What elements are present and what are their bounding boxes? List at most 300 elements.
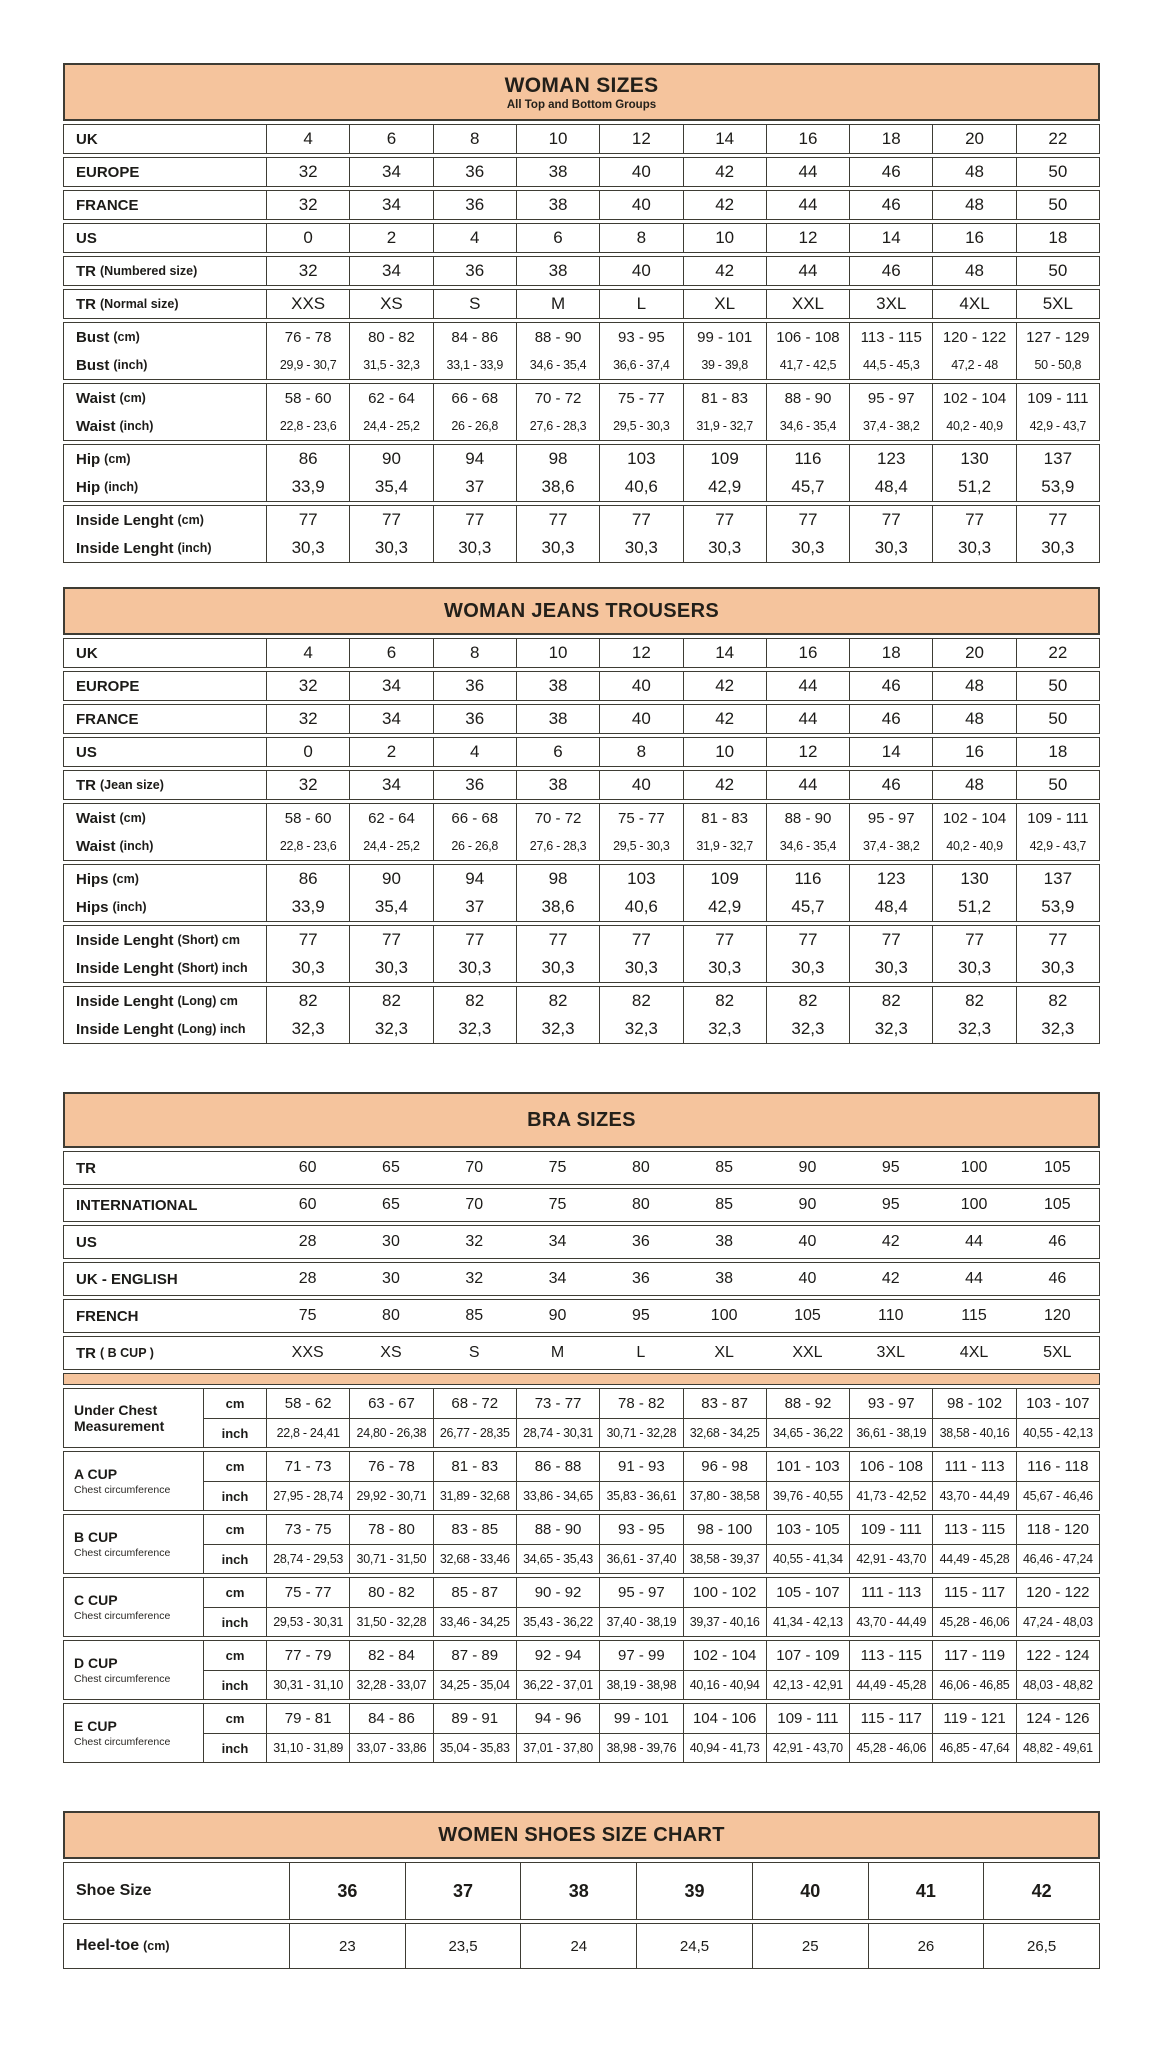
row-group	[63, 864, 1100, 922]
cup-label	[64, 1515, 203, 1573]
size-cell: 8	[599, 224, 682, 252]
size-cell: 94 - 96	[516, 1704, 599, 1733]
row-label-main: Inside Lenght	[76, 539, 174, 557]
size-cell: 122 - 124	[1016, 1641, 1099, 1670]
size-cell: 90	[798, 1196, 817, 1213]
size-cell: 109 - 111	[849, 1515, 932, 1544]
size-cell: 46,46 - 47,24	[1016, 1544, 1099, 1573]
size-cell: 28	[298, 1270, 317, 1287]
size-cell: 39,37 - 40,16	[683, 1607, 766, 1636]
size-cell: 40	[599, 771, 682, 799]
table-row	[64, 738, 1099, 766]
size-cell: 35,04 - 35,83	[433, 1733, 516, 1762]
size-cell: 90	[548, 1307, 567, 1324]
row-label-main: TR	[76, 262, 96, 280]
size-cell: 81 - 83	[683, 804, 766, 832]
size-cell: 36	[631, 1270, 650, 1287]
row-group	[63, 1923, 1100, 1969]
size-cell: 37	[405, 1863, 521, 1919]
size-cell: 80 - 82	[349, 1578, 432, 1607]
row-group	[63, 770, 1100, 800]
size-cell: 38	[516, 257, 599, 285]
row-label-detail: (inch)	[177, 541, 212, 555]
size-cell: 65	[382, 1196, 400, 1213]
size-cell: 116	[766, 445, 849, 473]
size-cell: 90	[349, 865, 432, 893]
size-cell: 87 - 89	[433, 1641, 516, 1670]
row-label-main: Waist	[76, 837, 116, 855]
size-cell: 77	[599, 506, 682, 534]
cup-group	[63, 1451, 1100, 1511]
size-cell: 84 - 86	[433, 323, 516, 351]
size-cell: 77	[266, 926, 349, 954]
size-cell: 102 - 104	[932, 804, 1015, 832]
size-cell: 107 - 109	[766, 1641, 849, 1670]
unit-label: inch	[203, 1544, 266, 1573]
size-cell: 86	[266, 445, 349, 473]
size-cell: 4	[433, 224, 516, 252]
size-cell: 32,3	[349, 1015, 432, 1043]
size-cell: 18	[1016, 224, 1099, 252]
size-cell: 48	[932, 257, 1015, 285]
size-cell: 113 - 115	[932, 1515, 1015, 1544]
row-label-detail: (inch)	[119, 839, 154, 853]
size-cell: 14	[683, 639, 766, 667]
size-cell: 40	[599, 257, 682, 285]
size-cell: 88 - 90	[766, 804, 849, 832]
size-cell: 31,89 - 32,68	[433, 1481, 516, 1510]
size-cell: 34	[548, 1270, 567, 1287]
size-cell: 41,34 - 42,13	[766, 1607, 849, 1636]
size-cell: 41	[868, 1863, 984, 1919]
size-cell: 24,4 - 25,2	[349, 412, 432, 440]
size-cell: 78 - 82	[599, 1389, 682, 1418]
cup-label	[64, 1641, 203, 1699]
size-cell: 40	[599, 191, 682, 219]
size-cell: 42,9	[683, 893, 766, 921]
size-cell: 89 - 91	[433, 1704, 516, 1733]
table-row	[64, 323, 1099, 351]
size-cell: 53,9	[1016, 473, 1099, 501]
row-label: FRANCE	[76, 710, 139, 728]
row-label: EUROPE	[76, 677, 140, 695]
row-label	[64, 257, 266, 285]
row-label	[64, 445, 266, 473]
size-cell: 48	[932, 191, 1015, 219]
table-row	[64, 158, 1099, 186]
size-cell: 81 - 83	[433, 1452, 516, 1481]
table-row	[64, 1015, 1099, 1043]
size-cell: 116 - 118	[1016, 1452, 1099, 1481]
size-cell: 30,3	[349, 954, 432, 982]
size-cell: 36	[433, 191, 516, 219]
size-cell: 110	[877, 1307, 904, 1324]
size-cell: 82	[1016, 987, 1099, 1015]
row-label	[64, 1337, 266, 1369]
size-cell: 36	[631, 1233, 650, 1250]
size-cell: 6	[516, 224, 599, 252]
row-label	[64, 323, 266, 351]
size-cell: 38	[520, 1863, 636, 1919]
woman-sizes-title: WOMAN SIZES	[504, 73, 659, 97]
unit-label: inch	[203, 1418, 266, 1447]
size-cell: 36	[433, 771, 516, 799]
size-cell: 32,3	[849, 1015, 932, 1043]
row-label	[64, 804, 266, 832]
table-row	[64, 506, 1099, 534]
size-cell: 109 - 111	[1016, 804, 1099, 832]
size-cell: 77	[849, 506, 932, 534]
size-cell: 42	[881, 1270, 900, 1287]
size-cell: 123	[849, 865, 932, 893]
size-cell: 40	[752, 1863, 868, 1919]
row-label-main: TR	[76, 776, 96, 794]
bra-sizes-header	[63, 1092, 1100, 1148]
size-cell: 77	[516, 506, 599, 534]
size-cell: 95	[881, 1159, 900, 1176]
row-label	[64, 832, 266, 860]
size-cell: 91 - 93	[599, 1452, 682, 1481]
size-cell: 18	[849, 125, 932, 153]
row-label-detail: (cm)	[119, 811, 146, 825]
size-cell: 28	[298, 1233, 317, 1250]
row-label	[64, 1924, 289, 1968]
row-label-detail: (cm)	[112, 872, 139, 886]
row-label	[64, 473, 266, 501]
size-cell: 77 - 79	[266, 1641, 349, 1670]
size-cell: 88 - 90	[516, 323, 599, 351]
row-group	[63, 704, 1100, 734]
size-cell: 46	[849, 672, 932, 700]
size-cell: 5XL	[1016, 290, 1099, 318]
size-cell: 32	[266, 158, 349, 186]
size-cell: 32,3	[599, 1015, 682, 1043]
size-cell: 34,65 - 35,43	[516, 1544, 599, 1573]
row-label	[64, 954, 266, 982]
table-row	[64, 832, 1099, 860]
size-cell: 4	[266, 639, 349, 667]
size-cell: 38,6	[516, 473, 599, 501]
size-cell: 40	[599, 158, 682, 186]
size-cell: 48,03 - 48,82	[1016, 1670, 1099, 1699]
row-group	[63, 638, 1100, 668]
row-group	[63, 1336, 1100, 1370]
bra-sizes-divider-band	[63, 1373, 1100, 1385]
size-cell: 77	[766, 506, 849, 534]
cup-label	[64, 1704, 203, 1762]
size-cell: 99 - 101	[683, 323, 766, 351]
table-row	[64, 290, 1099, 318]
unit-label: inch	[203, 1733, 266, 1762]
size-cell: 30,3	[766, 534, 849, 562]
size-cell: 29,5 - 30,3	[599, 832, 682, 860]
size-cell: 115 - 117	[932, 1578, 1015, 1607]
size-cell: 30,3	[683, 954, 766, 982]
size-cell: 83 - 87	[683, 1389, 766, 1418]
size-cell: 45,7	[766, 893, 849, 921]
size-cell: 31,10 - 31,89	[266, 1733, 349, 1762]
size-cell: 82	[849, 987, 932, 1015]
size-cell: 30,3	[266, 534, 349, 562]
size-cell: 36,61 - 37,40	[599, 1544, 682, 1573]
size-cell: 3XL	[876, 1344, 905, 1361]
size-cell: 29,5 - 30,3	[599, 412, 682, 440]
size-cell: 62 - 64	[349, 384, 432, 412]
row-group	[63, 1262, 1100, 1296]
size-cell: 95	[631, 1307, 650, 1324]
size-cell: 130	[932, 445, 1015, 473]
size-cell: 35,43 - 36,22	[516, 1607, 599, 1636]
row-label-detail: (inch)	[119, 419, 154, 433]
cup-title: C CUP	[74, 1592, 118, 1609]
size-cell: 42	[881, 1233, 900, 1250]
unit-label: inch	[203, 1481, 266, 1510]
size-cell: 8	[433, 639, 516, 667]
woman-sizes-header	[63, 63, 1100, 121]
size-cell: 44	[766, 705, 849, 733]
size-cell: 109	[683, 865, 766, 893]
size-cell: 23	[289, 1924, 405, 1968]
size-cell: 6	[516, 738, 599, 766]
size-cell: 4XL	[932, 290, 1015, 318]
size-cell: 116	[766, 865, 849, 893]
row-label-main: Waist	[76, 809, 116, 827]
cup-subtitle: Chest circumference	[74, 1546, 171, 1559]
size-cell: 53,9	[1016, 893, 1099, 921]
size-cell: 42	[683, 672, 766, 700]
size-cell: 30,3	[516, 534, 599, 562]
size-cell: 80 - 82	[349, 323, 432, 351]
size-cell: 34	[349, 771, 432, 799]
size-cell: 12	[599, 639, 682, 667]
size-cell: 38,58 - 40,16	[932, 1418, 1015, 1447]
size-cell: 38	[516, 705, 599, 733]
size-cell: 2	[349, 224, 432, 252]
size-cell: 105	[1043, 1196, 1071, 1213]
size-cell: 34	[349, 705, 432, 733]
size-cell: 30,3	[932, 954, 1015, 982]
row-label: US	[76, 1233, 97, 1251]
size-cell: 93 - 95	[599, 323, 682, 351]
size-cell: 75	[548, 1196, 567, 1213]
size-cell: 63 - 67	[349, 1389, 432, 1418]
row-label: FRENCH	[76, 1307, 139, 1325]
size-cell: 77	[683, 926, 766, 954]
row-label-detail: (Short) inch	[177, 961, 248, 975]
size-cell: 109	[683, 445, 766, 473]
size-cell: 47,24 - 48,03	[1016, 1607, 1099, 1636]
size-cell: 46	[849, 771, 932, 799]
size-cell: 32	[465, 1233, 484, 1250]
size-cell: 45,28 - 46,06	[932, 1607, 1015, 1636]
table-row	[64, 534, 1099, 562]
cup-subtitle: Chest circumference	[74, 1609, 171, 1622]
size-cell: 38	[715, 1233, 734, 1250]
row-label: US	[76, 743, 97, 761]
cup-subtitle: Chest circumference	[74, 1483, 171, 1496]
size-cell: 37,80 - 38,58	[683, 1481, 766, 1510]
row-group	[63, 1188, 1100, 1222]
size-cell: 12	[766, 224, 849, 252]
size-cell: 44	[766, 672, 849, 700]
size-cell: 93 - 95	[599, 1515, 682, 1544]
row-group	[63, 1299, 1100, 1333]
size-cell: 95 - 97	[599, 1578, 682, 1607]
row-label-main: Hips	[76, 898, 109, 916]
size-cell: 44	[965, 1233, 983, 1250]
size-cell: 30,3	[433, 954, 516, 982]
cup-group	[63, 1577, 1100, 1637]
size-cell: 22	[1016, 125, 1099, 153]
table-row	[64, 473, 1099, 501]
size-cell: 41,73 - 42,52	[849, 1481, 932, 1510]
size-cell: 42	[683, 191, 766, 219]
size-cell: 44	[766, 191, 849, 219]
size-cell: 42	[983, 1863, 1099, 1919]
table-row	[64, 445, 1099, 473]
row-label	[64, 534, 266, 562]
row-label	[64, 412, 266, 440]
size-cell: 103	[599, 865, 682, 893]
size-cell: 100 - 102	[683, 1578, 766, 1607]
size-cell: 12	[766, 738, 849, 766]
size-cell: 33,07 - 33,86	[349, 1733, 432, 1762]
table-row	[64, 1152, 1099, 1184]
size-cell: L	[636, 1344, 646, 1361]
size-cell: 5XL	[1043, 1344, 1072, 1361]
row-group	[63, 1225, 1100, 1259]
size-cell: 120 - 122	[932, 323, 1015, 351]
women-shoes-header	[63, 1811, 1100, 1859]
woman-sizes-table	[63, 63, 1100, 563]
size-cell: 66 - 68	[433, 384, 516, 412]
size-cell: 113 - 115	[849, 323, 932, 351]
size-cell: 123	[849, 445, 932, 473]
size-cell: 16	[932, 738, 1015, 766]
row-group	[63, 444, 1100, 502]
size-cell: 31,50 - 32,28	[349, 1607, 432, 1636]
size-cell: 22,8 - 23,6	[266, 832, 349, 860]
cup-title: A CUP	[74, 1466, 118, 1483]
row-label-main: Hip	[76, 478, 101, 496]
size-cell: 32,3	[766, 1015, 849, 1043]
size-cell: 95 - 97	[849, 384, 932, 412]
size-cell: 88 - 90	[766, 384, 849, 412]
size-cell: 137	[1016, 445, 1099, 473]
unit-label: inch	[203, 1670, 266, 1699]
row-label: FRANCE	[76, 196, 139, 214]
size-cell: 14	[849, 738, 932, 766]
size-cell: 82	[599, 987, 682, 1015]
size-cell: 34	[548, 1233, 567, 1250]
size-cell: 0	[266, 738, 349, 766]
bra-sizes-title: BRA SIZES	[527, 1108, 636, 1131]
size-cell: XXS	[291, 1344, 324, 1361]
size-cell: 30	[382, 1233, 400, 1250]
size-cell: 77	[1016, 926, 1099, 954]
size-cell: 98	[516, 445, 599, 473]
size-cell: 111 - 113	[849, 1578, 932, 1607]
size-cell: 28,74 - 29,53	[266, 1544, 349, 1573]
size-cell: 18	[1016, 738, 1099, 766]
table-row	[64, 351, 1099, 379]
table-row	[64, 987, 1099, 1015]
cup-subtitle: Chest circumference	[74, 1735, 171, 1748]
size-cell: 80	[382, 1307, 400, 1324]
size-cell: 40,55 - 42,13	[1016, 1418, 1099, 1447]
size-cell: 27,6 - 28,3	[516, 832, 599, 860]
size-cell: 80	[631, 1159, 650, 1176]
size-cell: 22	[1016, 639, 1099, 667]
size-cell: 103 - 107	[1016, 1389, 1099, 1418]
table-row	[64, 672, 1099, 700]
row-label	[64, 865, 266, 893]
size-cell: 70 - 72	[516, 804, 599, 832]
row-label-main: Inside Lenght	[76, 992, 174, 1010]
row-label-detail: (cm)	[143, 1939, 170, 1953]
size-cell: 37,4 - 38,2	[849, 832, 932, 860]
woman-jeans-trousers-title: WOMAN JEANS TROUSERS	[444, 599, 719, 622]
size-cell: 75	[298, 1307, 317, 1324]
size-cell: 82	[516, 987, 599, 1015]
size-cell: 26	[868, 1924, 984, 1968]
size-cell: 75 - 77	[599, 804, 682, 832]
size-cell: 84 - 86	[349, 1704, 432, 1733]
size-cell: 42	[683, 705, 766, 733]
size-cell: 37,4 - 38,2	[849, 412, 932, 440]
row-label-detail: (cm)	[104, 452, 131, 466]
size-cell: 85	[715, 1159, 734, 1176]
size-cell: 77	[433, 506, 516, 534]
size-cell: 40	[599, 672, 682, 700]
size-cell: 103	[599, 445, 682, 473]
size-cell: 10	[516, 125, 599, 153]
size-cell: 38	[516, 191, 599, 219]
size-cell: 27,95 - 28,74	[266, 1481, 349, 1510]
size-cell: 60	[298, 1159, 317, 1176]
size-cell: 50	[1016, 705, 1099, 733]
size-cell: 50	[1016, 257, 1099, 285]
size-cell: 16	[766, 125, 849, 153]
size-cell: 75 - 77	[266, 1578, 349, 1607]
row-label-detail: (cm)	[177, 513, 204, 527]
size-cell: 102 - 104	[932, 384, 1015, 412]
size-cell: 50	[1016, 158, 1099, 186]
size-cell: 48,4	[849, 473, 932, 501]
size-cell: 38,19 - 38,98	[599, 1670, 682, 1699]
size-cell: 90	[798, 1159, 817, 1176]
size-cell: 34	[349, 191, 432, 219]
size-cell: 18	[849, 639, 932, 667]
row-label	[64, 506, 266, 534]
size-cell: 82	[266, 987, 349, 1015]
table-row	[64, 954, 1099, 982]
size-cell: 32	[266, 771, 349, 799]
size-cell: 77	[683, 506, 766, 534]
table-row	[64, 1226, 1099, 1258]
size-cell: 38	[516, 158, 599, 186]
size-cell: 58 - 60	[266, 384, 349, 412]
table-row	[64, 224, 1099, 252]
row-group	[63, 986, 1100, 1044]
size-cell: 120 - 122	[1016, 1578, 1099, 1607]
size-cell: 137	[1016, 865, 1099, 893]
size-cell: 38	[715, 1270, 734, 1287]
row-label: UK - ENGLISH	[76, 1270, 178, 1288]
size-cell: 70 - 72	[516, 384, 599, 412]
size-cell: 73 - 77	[516, 1389, 599, 1418]
size-cell: 38,58 - 39,37	[683, 1544, 766, 1573]
